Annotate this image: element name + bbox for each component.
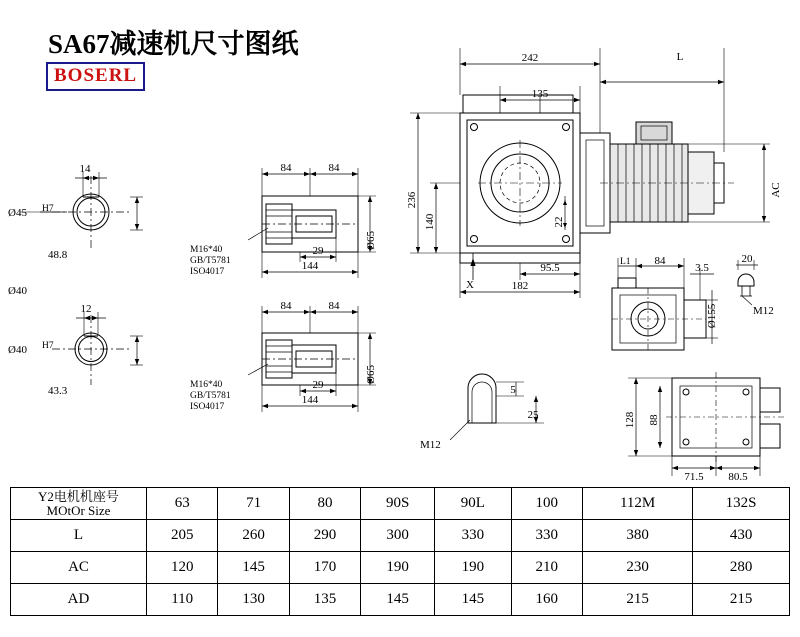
row-label-AC: AC [11, 552, 147, 584]
cell-AC-4: 190 [435, 552, 511, 584]
cell-AD-1: 130 [218, 584, 289, 616]
note-bolt-1: M16*40 [190, 245, 223, 255]
col-header-0: 63 [147, 488, 218, 520]
row-label-L: L [11, 520, 147, 552]
dim-main-182: 182 [511, 280, 529, 292]
brand-logo: BOSERL [46, 62, 145, 91]
dim-key-width-bottom: 12 [80, 303, 92, 315]
flange-detail-view [612, 258, 758, 350]
dim-detail-L1: L1 [620, 257, 631, 267]
dim-shaft-c-2: 29 [312, 379, 324, 391]
dim-main-95-5: 95.5 [540, 262, 560, 274]
dim-shaft-dia-under: Ø40 [8, 285, 27, 297]
note-iso-1: ISO4017 [190, 267, 225, 277]
dim-base-88: 88 [648, 414, 660, 426]
dim-shaft-dia-2: Ø65 [365, 365, 377, 384]
dim-detail-dia155: Ø155 [706, 303, 718, 329]
cell-L-1: 260 [218, 520, 289, 552]
note-iso-2: ISO4017 [190, 402, 225, 412]
table-row [11, 584, 790, 616]
label-cap-M12: M12 [420, 439, 441, 451]
dim-main-135: 135 [531, 88, 549, 100]
dim-shaft-dia-bottom: Ø40 [8, 344, 27, 356]
dim-detail-20: 20 [741, 253, 753, 265]
dim-base-80-5: 80.5 [728, 471, 748, 483]
cell-AC-5: 210 [511, 552, 582, 584]
col-header-7: 132S [693, 488, 790, 520]
header-label-en: MOtOr Size [46, 502, 111, 518]
dim-shaft-c-1: 29 [312, 245, 324, 257]
dim-main-22: 22 [553, 216, 565, 228]
shaft-section-top [20, 172, 143, 250]
cell-L-5: 330 [511, 520, 582, 552]
dim-main-AC: AC [770, 182, 782, 198]
cell-AC-7: 280 [693, 552, 790, 584]
cell-L-2: 290 [289, 520, 360, 552]
header-label-cn: Y2电机机座号 [38, 488, 119, 504]
page-title: SA67减速机尺寸图纸 [48, 29, 299, 59]
col-header-2: 80 [289, 488, 360, 520]
table-header-label [11, 488, 147, 520]
cell-AD-6: 215 [582, 584, 692, 616]
cell-L-7: 430 [693, 520, 790, 552]
shaft-section-bottom [52, 312, 143, 385]
col-header-4: 90L [435, 488, 511, 520]
dim-shaft-b-2: 84 [328, 300, 340, 312]
dim-detail-M12: M12 [753, 305, 774, 317]
cell-AD-4: 145 [435, 584, 511, 616]
dim-height-top: 48.8 [48, 249, 68, 261]
col-header-5: 100 [511, 488, 582, 520]
table-row [11, 520, 790, 552]
col-header-1: 71 [218, 488, 289, 520]
dim-detail-3-5: 3.5 [695, 262, 709, 274]
dim-shaft-total-1: 144 [301, 260, 319, 272]
mark-section-x: X [466, 279, 474, 291]
dim-shaft-b-1: 84 [328, 162, 340, 174]
cell-L-6: 380 [582, 520, 692, 552]
cell-L-4: 330 [435, 520, 511, 552]
col-header-6: 112M [582, 488, 692, 520]
dim-cap-5: 5 [510, 384, 516, 396]
cell-AC-1: 145 [218, 552, 289, 584]
dim-shaft-tol-top: H7 [42, 204, 54, 214]
dim-shaft-dia-1: Ø65 [365, 231, 377, 250]
cap-detail-view [450, 374, 544, 440]
dim-base-128: 128 [624, 411, 636, 429]
cell-AC-6: 230 [582, 552, 692, 584]
cell-AD-0: 110 [147, 584, 218, 616]
dim-shaft-a-2: 84 [280, 300, 292, 312]
note-std-2: GB/T5781 [190, 391, 231, 401]
cell-L-0: 205 [147, 520, 218, 552]
main-assembly-view [410, 48, 770, 298]
dim-shaft-total-2: 144 [301, 394, 319, 406]
note-bolt-2: M16*40 [190, 380, 223, 390]
dim-base-71-5: 71.5 [684, 471, 704, 483]
dim-shaft-tol-bottom: H7 [42, 341, 54, 351]
cell-AC-0: 120 [147, 552, 218, 584]
cell-AC-2: 170 [289, 552, 360, 584]
dim-cap-25: 25 [527, 409, 539, 421]
cell-AD-2: 135 [289, 584, 360, 616]
dim-main-236: 236 [406, 191, 418, 209]
table-header-row [11, 488, 790, 520]
cell-L-3: 300 [361, 520, 435, 552]
dim-key-width-top: 14 [79, 163, 91, 175]
dim-main-242: 242 [521, 52, 539, 64]
cell-AC-3: 190 [361, 552, 435, 584]
row-label-AD: AD [11, 584, 147, 616]
dim-main-140: 140 [424, 213, 436, 231]
note-std-1: GB/T5781 [190, 256, 231, 266]
cell-AD-5: 160 [511, 584, 582, 616]
dim-shaft-dia-top: Ø45 [8, 207, 27, 219]
dim-main-L: L [676, 51, 684, 63]
dim-height-bottom: 43.3 [48, 385, 68, 397]
col-header-3: 90S [361, 488, 435, 520]
table-row [11, 552, 790, 584]
cell-AD-3: 145 [361, 584, 435, 616]
cell-AD-7: 215 [693, 584, 790, 616]
specification-table [10, 487, 790, 616]
dim-shaft-a-1: 84 [280, 162, 292, 174]
dim-detail-84: 84 [654, 255, 666, 267]
